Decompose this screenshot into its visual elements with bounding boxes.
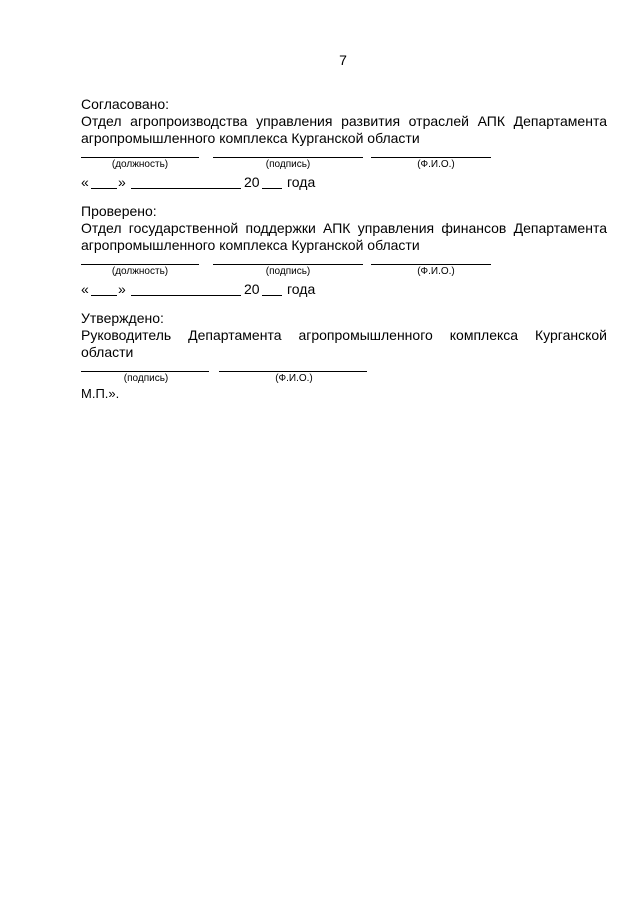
section-heading: Проверено: xyxy=(81,203,157,219)
section-head-text: Руководитель Департамента агропромышленного комплекса Курганской области xyxy=(81,327,607,360)
year-prefix: 20 xyxy=(244,174,260,190)
year-suffix: года xyxy=(287,174,316,190)
name-line xyxy=(371,157,491,158)
section-heading: Согласовано: xyxy=(81,96,170,112)
year-suffix: года xyxy=(287,281,316,297)
signature-caption: (подпись) xyxy=(123,373,169,384)
signature-line xyxy=(213,264,363,265)
year-prefix: 20 xyxy=(244,281,260,297)
section-heading: Утверждено: xyxy=(81,310,164,326)
day-line xyxy=(91,188,117,189)
name-line xyxy=(371,264,491,265)
section-department-text: Отдел государственной поддержки АПК управления финансов Департамента агропромышленного комплекса Курганской области xyxy=(81,220,607,253)
signature-caption: (подпись) xyxy=(265,266,311,277)
signature-row xyxy=(81,261,607,281)
approval-section-agreed xyxy=(81,96,607,192)
signature-row xyxy=(81,154,607,174)
year-line xyxy=(262,295,282,296)
date-row xyxy=(81,174,607,192)
day-line xyxy=(91,295,117,296)
signature-line xyxy=(213,157,363,158)
date-close-quote: » xyxy=(118,281,126,297)
signature-caption: (подпись) xyxy=(265,159,311,170)
year-line xyxy=(262,188,282,189)
name-caption: (Ф.И.О.) xyxy=(417,266,455,277)
name-line xyxy=(219,371,367,372)
month-line xyxy=(131,295,241,296)
position-caption: (должность) xyxy=(111,266,169,277)
signature-row xyxy=(81,368,607,388)
date-open-quote: « xyxy=(81,174,89,190)
position-line xyxy=(81,157,199,158)
date-close-quote: » xyxy=(118,174,126,190)
section-department-text: Отдел агропроизводства управления развития отраслей АПК Департамента агропромышленного комплекса Курганской области xyxy=(81,113,607,146)
position-line xyxy=(81,264,199,265)
page-number: 7 xyxy=(339,52,347,68)
date-row xyxy=(81,281,607,299)
signature-line xyxy=(81,371,209,372)
approval-section-checked xyxy=(81,203,607,299)
position-caption: (должность) xyxy=(111,159,169,170)
date-open-quote: « xyxy=(81,281,89,297)
stamp-place-note: М.П.». xyxy=(81,386,120,401)
name-caption: (Ф.И.О.) xyxy=(275,373,313,384)
month-line xyxy=(131,188,241,189)
approval-section-approved xyxy=(81,310,607,388)
name-caption: (Ф.И.О.) xyxy=(417,159,455,170)
